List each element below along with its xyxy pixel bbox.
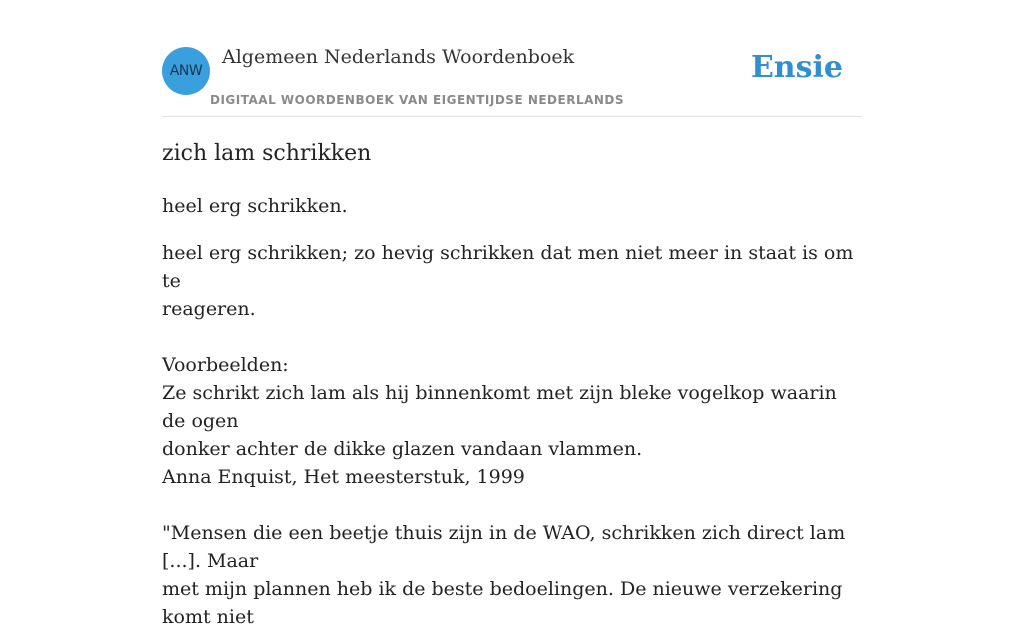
example-line: met mijn plannen heb ik de beste bedoelingen. De nieuwe verzekering komt niet <box>162 578 843 628</box>
anw-logo[interactable]: ANW <box>162 47 210 95</box>
spacer <box>162 491 862 519</box>
spacer <box>162 323 862 351</box>
short-definition: heel erg schrikken. <box>162 195 348 217</box>
ensie-brand-link[interactable]: Ensie <box>750 50 843 85</box>
definition-line: reageren. <box>162 298 256 320</box>
long-definition <box>162 239 862 631</box>
example-line: Ze schrikt zich lam als hij binnenkomt met zijn bleke vogelkop waarin de ogen <box>162 382 837 432</box>
dictionary-subtitle: DIGITAAL WOORDENBOEK VAN EIGENTIJDSE NEDERLANDS <box>210 93 625 107</box>
examples-label: Voorbeelden: <box>162 354 289 376</box>
dictionary-title[interactable]: Algemeen Nederlands Woordenboek <box>222 46 575 68</box>
example-line: donker achter de dikke glazen vandaan vlammen. <box>162 438 643 460</box>
example-source: Anna Enquist, Het meesterstuk, 1999 <box>162 466 525 488</box>
entry-headword: zich lam schrikken <box>162 141 372 166</box>
example-line: "Mensen die een beetje thuis zijn in de WAO, schrikken zich direct lam [...]. Maar <box>162 522 846 572</box>
definition-line: heel erg schrikken; zo hevig schrikken dat men niet meer in staat is om te <box>162 242 854 292</box>
site-header <box>162 40 862 117</box>
entry-content <box>162 136 862 631</box>
